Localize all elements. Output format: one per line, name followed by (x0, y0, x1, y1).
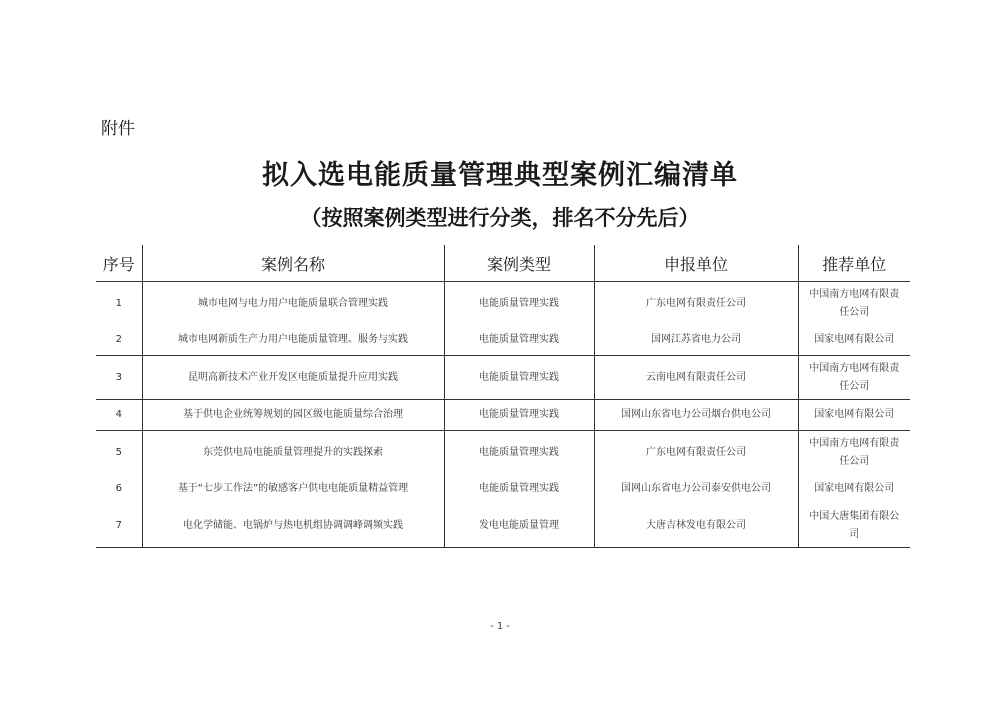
cell-applicant: 国网山东省电力公司烟台供电公司 (594, 400, 798, 431)
cell-applicant: 国网江苏省电力公司 (594, 325, 798, 356)
cell-case-name: 东莞供电局电能质量管理提升的实践探索 (142, 431, 444, 475)
cell-applicant: 广东电网有限责任公司 (594, 282, 798, 326)
cell-case-name: 城市电网与电力用户电能质量联合管理实践 (142, 282, 444, 326)
attachment-label: 附件 (101, 119, 135, 139)
cell-case-type: 电能质量管理实践 (444, 356, 594, 400)
cell-case-type: 电能质量管理实践 (444, 282, 594, 326)
cell-case-type: 电能质量管理实践 (444, 474, 594, 504)
table-row (96, 474, 910, 504)
cell-applicant: 云南电网有限责任公司 (594, 356, 798, 400)
header-applicant: 申报单位 (594, 245, 798, 282)
cell-recommender: 国家电网有限公司 (798, 400, 910, 431)
cell-recommender: 国家电网有限公司 (798, 325, 910, 356)
header-case-name: 案例名称 (142, 245, 444, 282)
cell-case-name: 城市电网新质生产力用户电能质量管理、服务与实践 (142, 325, 444, 356)
table-row (96, 325, 910, 356)
table-row (96, 356, 910, 400)
cell-no: 7 (96, 504, 142, 548)
cell-no: 4 (96, 400, 142, 431)
table-row (96, 282, 910, 326)
cell-applicant: 国网山东省电力公司泰安供电公司 (594, 474, 798, 504)
table-row (96, 400, 910, 431)
cell-no: 2 (96, 325, 142, 356)
cell-case-type: 发电电能质量管理 (444, 504, 594, 548)
cell-case-type: 电能质量管理实践 (444, 431, 594, 475)
table-header-row (96, 245, 910, 282)
cell-case-name: 基于供电企业统筹规划的园区级电能质量综合治理 (142, 400, 444, 431)
table-row (96, 504, 910, 548)
cell-case-type: 电能质量管理实践 (444, 400, 594, 431)
cell-no: 6 (115, 483, 122, 494)
case-list-table (96, 245, 910, 548)
cell-case-type: 电能质量管理实践 (444, 325, 594, 356)
cell-recommender: 中国南方电网有限责任公司 (798, 282, 910, 326)
header-case-type: 案例类型 (444, 245, 594, 282)
cell-recommender: 中国大唐集团有限公司 (798, 504, 910, 548)
cell-recommender: 中国南方电网有限责任公司 (798, 431, 910, 475)
header-no: 序号 (96, 245, 142, 282)
page-number: - 1 - (490, 621, 510, 632)
cell-no: 5 (115, 446, 122, 458)
table-row (96, 431, 910, 475)
document-title: 拟入选电能质量管理典型案例汇编清单 (262, 160, 738, 191)
cell-no: 3 (96, 356, 142, 400)
cell-recommender: 中国南方电网有限责任公司 (798, 356, 910, 400)
cell-case-name: 昆明高新技术产业开发区电能质量提升应用实践 (142, 356, 444, 400)
cell-case-name: 电化学储能、电锅炉与热电机组协调调峰调频实践 (142, 504, 444, 548)
cell-recommender: 国家电网有限公司 (798, 474, 910, 504)
cell-applicant: 大唐吉林发电有限公司 (594, 504, 798, 548)
document-subtitle: （按照案例类型进行分类，排名不分先后） (300, 206, 700, 230)
cell-case-name: 基于“七步工作法”的敏感客户供电电能质量精益管理 (142, 474, 444, 504)
header-recommender: 推荐单位 (798, 245, 910, 282)
cell-applicant: 广东电网有限责任公司 (594, 431, 798, 475)
cell-no: 1 (115, 297, 122, 309)
